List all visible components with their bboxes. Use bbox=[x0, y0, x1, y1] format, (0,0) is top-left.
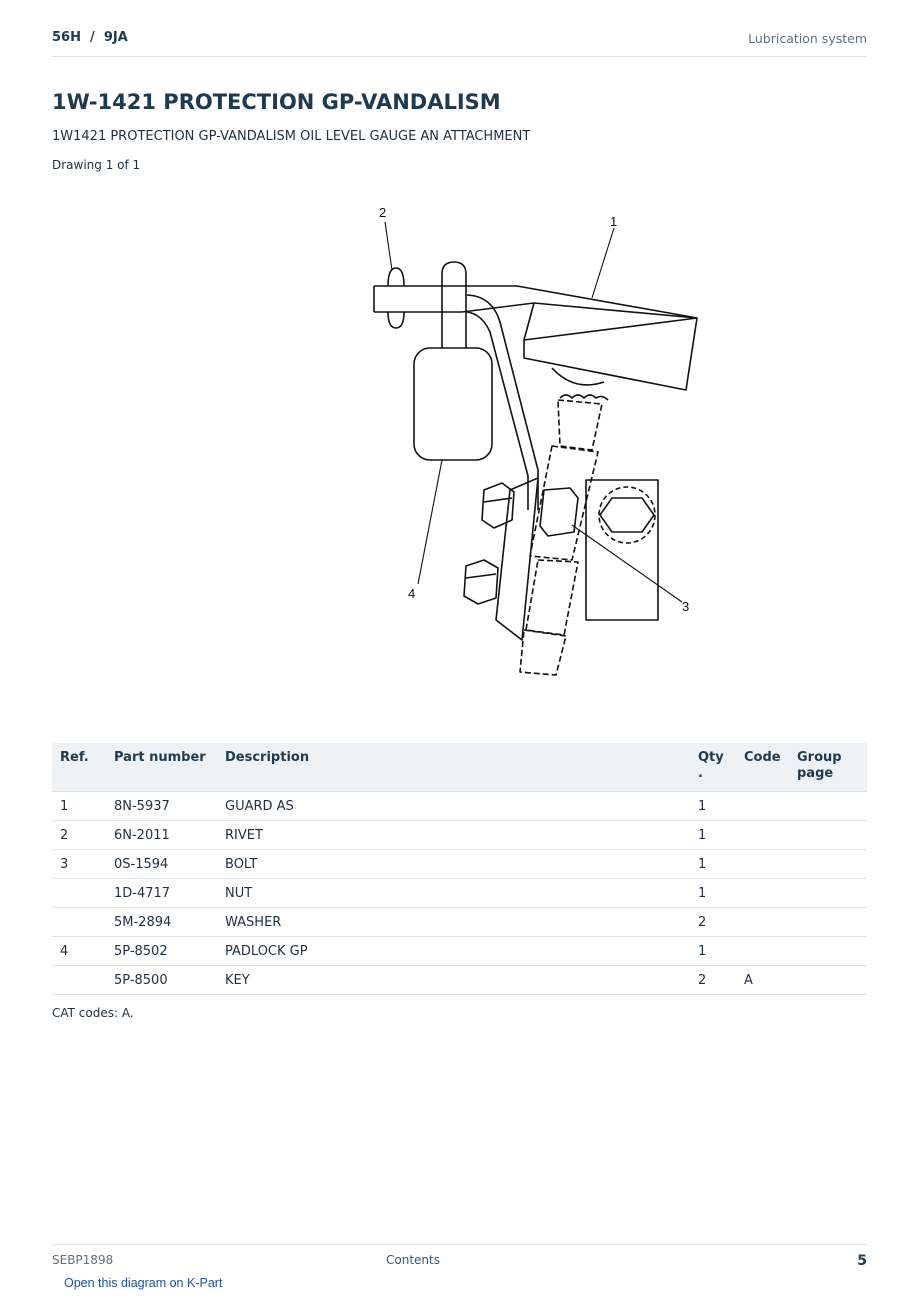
cell-qty: 2 bbox=[690, 966, 736, 995]
table-row bbox=[52, 879, 867, 908]
cell-ref: 3 bbox=[52, 850, 106, 879]
cell-group-page bbox=[789, 937, 867, 966]
cell-code bbox=[736, 879, 789, 908]
drawing-count: Drawing 1 of 1 bbox=[52, 158, 141, 172]
cell-description: WASHER bbox=[217, 908, 690, 937]
cell-group-page bbox=[789, 908, 867, 937]
cell-group-page bbox=[789, 821, 867, 850]
cell-code: A bbox=[736, 966, 789, 995]
table-row bbox=[52, 908, 867, 937]
cell-description: GUARD AS bbox=[217, 792, 690, 821]
cell-code bbox=[736, 821, 789, 850]
cell-code bbox=[736, 850, 789, 879]
cell-code bbox=[736, 937, 789, 966]
bolt-head bbox=[540, 488, 578, 536]
callout-4: 4 bbox=[408, 586, 416, 601]
cell-code bbox=[736, 792, 789, 821]
padlock-shackle bbox=[442, 262, 466, 348]
cell-part-number: 5P-8502 bbox=[106, 937, 217, 966]
cell-qty: 1 bbox=[690, 821, 736, 850]
model-label: 56H / 9JA bbox=[52, 30, 128, 45]
rivet bbox=[388, 268, 404, 328]
cell-part-number: 6N-2011 bbox=[106, 821, 217, 850]
table-header-row bbox=[52, 743, 867, 792]
section-label: Lubrication system bbox=[748, 31, 867, 46]
col-group-page: Group page bbox=[789, 743, 867, 792]
cell-description: KEY bbox=[217, 966, 690, 995]
padlock-body bbox=[414, 348, 492, 460]
parts-table bbox=[52, 743, 867, 995]
cell-qty: 2 bbox=[690, 908, 736, 937]
callout-2: 2 bbox=[379, 205, 387, 220]
table-row bbox=[52, 850, 867, 879]
table-row bbox=[52, 937, 867, 966]
page-subtitle: 1W1421 PROTECTION GP-VANDALISM OIL LEVEL GAUGE AN ATTACHMENT bbox=[52, 129, 531, 144]
table-row bbox=[52, 821, 867, 850]
callout-1: 1 bbox=[610, 214, 618, 229]
col-part-number: Part number bbox=[106, 743, 217, 792]
gauge-housing bbox=[586, 480, 658, 620]
page bbox=[52, 0, 867, 1300]
cell-group-page bbox=[789, 850, 867, 879]
doc-id: SEBP1898 bbox=[52, 1253, 114, 1267]
page-header bbox=[52, 28, 867, 57]
cell-part-number: 1D-4717 bbox=[106, 879, 217, 908]
cell-description: NUT bbox=[217, 879, 690, 908]
cell-description: BOLT bbox=[217, 850, 690, 879]
cell-group-page bbox=[789, 966, 867, 995]
cell-part-number: 0S-1594 bbox=[106, 850, 217, 879]
plate bbox=[496, 478, 538, 640]
col-ref: Ref. bbox=[52, 743, 106, 792]
leader-lines bbox=[385, 222, 682, 602]
cell-group-page bbox=[789, 879, 867, 908]
cell-ref bbox=[52, 966, 106, 995]
page-title: 1W-1421 PROTECTION GP-VANDALISM bbox=[52, 90, 501, 114]
col-code: Code bbox=[736, 743, 789, 792]
parts-diagram bbox=[310, 200, 710, 700]
cell-qty: 1 bbox=[690, 879, 736, 908]
cell-group-page bbox=[789, 792, 867, 821]
cell-description: RIVET bbox=[217, 821, 690, 850]
cell-qty: 1 bbox=[690, 792, 736, 821]
cell-ref bbox=[52, 879, 106, 908]
col-qty: Qty . bbox=[690, 743, 736, 792]
col-description: Description bbox=[217, 743, 690, 792]
contents-link[interactable]: Contents bbox=[386, 1253, 440, 1267]
cell-part-number: 5M-2894 bbox=[106, 908, 217, 937]
hex-nut bbox=[482, 483, 514, 528]
cell-ref bbox=[52, 908, 106, 937]
table-row bbox=[52, 792, 867, 821]
cell-qty: 1 bbox=[690, 937, 736, 966]
guard-cover bbox=[524, 303, 697, 390]
cell-code bbox=[736, 908, 789, 937]
page-number: 5 bbox=[857, 1253, 867, 1269]
cell-ref: 2 bbox=[52, 821, 106, 850]
page-footer bbox=[52, 1244, 867, 1275]
cell-description: PADLOCK GP bbox=[217, 937, 690, 966]
cell-qty: 1 bbox=[690, 850, 736, 879]
cell-ref: 1 bbox=[52, 792, 106, 821]
small-nut bbox=[464, 560, 498, 604]
kpart-link[interactable]: Open this diagram on K-Part bbox=[64, 1276, 223, 1290]
callout-3: 3 bbox=[682, 599, 690, 614]
cell-part-number: 5P-8500 bbox=[106, 966, 217, 995]
cat-codes-note: CAT codes: A. bbox=[52, 1006, 134, 1020]
table-row bbox=[52, 966, 867, 995]
cell-ref: 4 bbox=[52, 937, 106, 966]
cell-part-number: 8N-5937 bbox=[106, 792, 217, 821]
